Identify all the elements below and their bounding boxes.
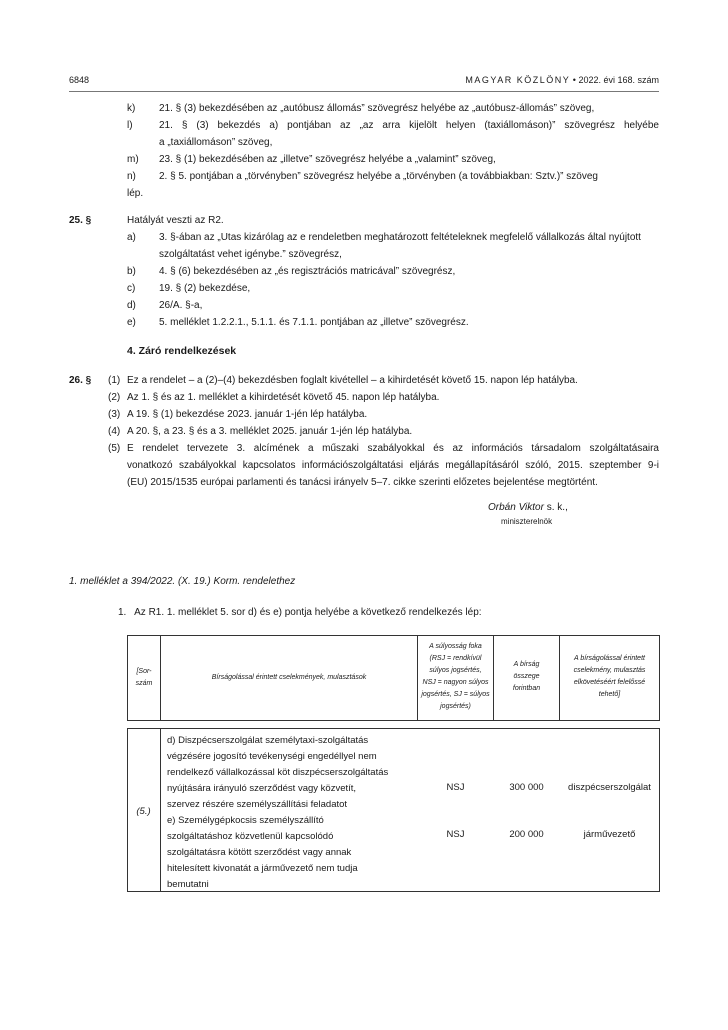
- list-label-n: n): [127, 171, 136, 182]
- list-text-m: 23. § (1) bekezdésében az „illetve” szövegrész helyébe a „valamint” szöveg,: [159, 154, 496, 165]
- s26-text-5-line1: E rendelet tervezete 3. alcímének a műszaki szabályokkal és az információs társadalom szolgáltatásaira: [127, 443, 659, 454]
- s26-text-5-line2: vonatkozó szabályokkal kapcsolatos információszolgáltatási eljárás megállapításáról szóló, 2015. szeptember 9-i: [127, 460, 659, 471]
- s25-label-c: c): [127, 283, 136, 294]
- s25-label-b: b): [127, 266, 136, 277]
- header-severity-line: súlyos jogsértés,: [429, 667, 482, 674]
- s25-text-c: 19. § (2) bekezdése,: [159, 283, 251, 294]
- list-label-m: m): [127, 154, 139, 165]
- s25-text-d: 26/A. §-a,: [159, 300, 203, 311]
- header-col-sorszam: [128, 666, 160, 690]
- s26-text-3: A 19. § (1) bekezdése 2023. január 1-jén lép hatályba.: [127, 409, 368, 420]
- description-line: e) Személygépkocsis személyszállító: [167, 815, 324, 826]
- header-responsible-line: cselekmény, mulasztás: [573, 667, 646, 674]
- header-responsible-line: tehető]: [598, 691, 621, 698]
- header-col-amount: [494, 659, 559, 695]
- s26-label-5: (5): [108, 443, 121, 454]
- issue-number: 2022. évi 168. szám: [578, 75, 659, 85]
- page-number: 6848: [69, 75, 90, 85]
- annex-item-1: 1. Az R1. 1. melléklet 5. sor d) és e) pontja helyébe a következő rendelkezés lép:: [118, 607, 482, 618]
- running-header: [465, 76, 659, 85]
- s25-text-a-line1: 3. §-ában az „Utas kizárólag az e rendeletben meghatározott feltételeknek megfelelő vállalkozás által nyújtott: [159, 232, 641, 243]
- header-severity-line: A súlyosság foka: [429, 643, 482, 650]
- section-26-number: 26. §: [69, 375, 92, 386]
- list-label-l: l): [127, 120, 133, 131]
- s25-text-e: 5. melléklet 1.2.2.1., 5.1.1. és 7.1.1. pontjában az „illetve” szövegrész.: [159, 317, 469, 328]
- header-col-sorszam-line2: szám: [135, 680, 153, 687]
- row-e-amount: 200 000: [509, 829, 544, 840]
- header-severity-line: NSJ = nagyon súlyos: [422, 679, 489, 686]
- s26-label-2: (2): [108, 392, 121, 403]
- s26-text-4: A 20. §, a 23. § és a 3. melléklet 2025. január 1-jén lép hatályba.: [127, 426, 413, 437]
- table-body-divider: [160, 728, 161, 892]
- s25-label-a: a): [127, 232, 136, 243]
- description-line: d) Diszpécserszolgálat személytaxi-szolgáltatás: [167, 735, 369, 746]
- description-line: végzésére jogosító tevékenységi engedéllyel nem: [167, 751, 377, 762]
- description-line: hitelesített kivonatát a járművezető nem tudja: [167, 863, 358, 874]
- s26-text-5-line3: (EU) 2015/1535 európai parlamenti és tanácsi irányelv 5–7. cikke szerinti előzetes bejelentése megtörtént.: [127, 477, 598, 488]
- signatory-suffix: s. k.,: [543, 502, 568, 513]
- section-4-heading: 4. Záró rendelkezések: [127, 345, 237, 357]
- header-severity-line: (RSJ = rendkívül: [429, 655, 482, 662]
- row-e-responsible: járművezető: [583, 829, 636, 840]
- list-text-l-line1: 21. § (3) bekezdés a) pontjában az „az arra kijelölt helyen (taxiállomáson)” szövegrész helyébe: [159, 120, 659, 131]
- s25-label-d: d): [127, 300, 136, 311]
- description-line: szervez részére személyszállítási feladatot: [167, 799, 348, 810]
- closing-lep: lép.: [127, 188, 144, 199]
- description-line: szolgáltatáshoz közvetlenül kapcsolódó: [167, 831, 334, 842]
- s25-text-b: 4. § (6) bekezdésében az „és regisztrációs matricával” szövegrész,: [159, 266, 456, 277]
- description-line: bemutatni: [167, 879, 209, 890]
- signatory-title: miniszterelnök: [501, 517, 553, 526]
- header-col-actions: Bírságolással érintett cselekmények, mulasztások: [211, 674, 367, 681]
- signatory-name: Orbán Viktor: [488, 502, 544, 513]
- row-d-severity: NSJ: [446, 782, 465, 793]
- row-d-responsible: diszpécserszolgálat: [568, 782, 651, 793]
- header-amount-line: forintban: [512, 685, 541, 692]
- description-line: nyújtására irányuló szerződést vagy közvetít,: [167, 783, 357, 794]
- header-col-responsible: [560, 653, 659, 701]
- s26-text-1: Ez a rendelet – a (2)–(4) bekezdésben foglalt kivétellel – a kihirdetését követő 15. napon lép hatályba.: [127, 375, 578, 386]
- s26-text-2: Az 1. § és az 1. melléklet a kihirdetését követő 45. napon lép hatályba.: [127, 392, 440, 403]
- row-d-amount: 300 000: [509, 782, 544, 793]
- header-col-sorszam-line1: [Sor-: [136, 668, 152, 675]
- header-severity-line: jogsértés): [440, 703, 471, 710]
- list-text-n: 2. § 5. pontjában a „törvényben” szövegrész helyébe a „törvényben (a továbbiakban: Sztv.)” szöveg: [159, 171, 598, 182]
- s26-label-1: (1): [108, 375, 121, 386]
- row-e-severity: NSJ: [446, 829, 465, 840]
- header-responsible-line: elkövetéséért felelőssé: [573, 679, 646, 686]
- signature-line: [488, 503, 568, 513]
- header-amount-line: A bírság: [513, 661, 540, 668]
- list-text-l-line2: a „taxiállomáson” szöveg,: [159, 137, 273, 148]
- annex-title: 1. melléklet a 394/2022. (X. 19.) Korm. rendelethez: [69, 576, 296, 587]
- header-severity-line: jogsértés, SJ = súlyos: [421, 691, 490, 698]
- header-amount-line: összege: [513, 673, 540, 680]
- header-rule: [69, 91, 659, 92]
- list-text-k: 21. § (3) bekezdésében az „autóbusz állomás” szövegrész helyébe az „autóbusz-állomás” szöveg,: [159, 103, 595, 114]
- description-line: szolgáltatásra kötött szerződést vagy annak: [167, 847, 352, 858]
- list-label-k: k): [127, 103, 136, 114]
- header-col-severity: [418, 641, 493, 713]
- table-row-description: [167, 733, 388, 893]
- journal-name: MAGYAR KÖZLÖNY: [465, 75, 571, 85]
- header-responsible-line: A bírságolással érintett: [574, 655, 645, 662]
- s25-text-a-line2: szolgáltatást vehet igénybe.” szövegrész,: [159, 249, 342, 260]
- s26-label-4: (4): [108, 426, 121, 437]
- description-line: rendelkező vállalkozással köt diszpécserszolgáltatás: [167, 767, 389, 778]
- s26-label-3: (3): [108, 409, 121, 420]
- s25-label-e: e): [127, 317, 136, 328]
- section-25-number: 25. §: [69, 215, 92, 226]
- header-separator: •: [572, 75, 576, 85]
- section-25-intro: Hatályát veszti az R2.: [127, 215, 224, 226]
- table-row-number: (5.): [136, 806, 151, 817]
